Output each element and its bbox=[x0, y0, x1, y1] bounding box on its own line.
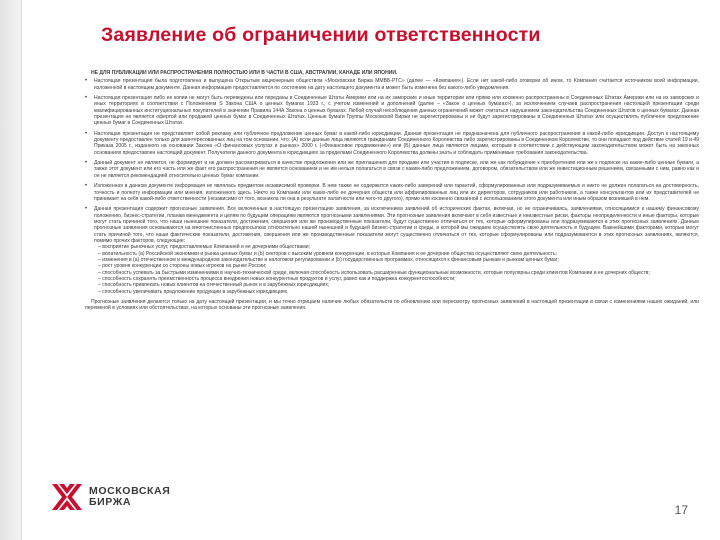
exchange-emblem-icon bbox=[52, 484, 82, 510]
risk-factor-item: – изменения в (а) отечественном и международном законодательстве и налоговом регулировании и (b) государственных программах, относящихся к финансовым рынкам и рынкам ценных бумаг; bbox=[98, 256, 560, 263]
logo-line-2: БИРЖА bbox=[89, 496, 132, 508]
disclaimer-paragraph: • Данный документ не является, не формирует и не должен рассматриваться в качестве предложения или же приглашения для продажи или участия в подписке, или же как побуждение к приобретению или же к подписке на какие-либо ценные бумаги, а также этот документ или его часть или же факт его распространения не является основанием и не им нельзя полагаться в связи с каким-либо предложением, договором, обязательством или же инвестиционным решением, связанными с ним, равно как и он не является рекомендацией относительно ценных бумаг компании. bbox=[85, 160, 699, 179]
disclaimer-body bbox=[85, 70, 699, 470]
logo-wordmark bbox=[89, 486, 170, 509]
disclaimer-paragraph: • Настоящая презентация либо ее копии не могут быть переведены или переданы в Соединенные Штаты Америки или на их заморские и иные территории или прямо или косвенно распространены в Соединенных Штатах Америки или на их заморских и иных территориях в соответствии с Положением S Закона США о ценных бумагах 1933 г., с учетом изменений и дополнений (далее – «Закон о ценных бумагах»), за исключением случаев распространения настоящей презентации среди квалифицированных институциональных покупателей в значении Правила 144А Закона о ценных бумагах. Любой случай несоблюдения данных ограничений может считаться нарушением законодательства Соединенных Штатов о ценных бумагах. Данная презентация не является офертой или продажей ценных бумаг в Соединенных Штатах. Ценные бумаги Группы Московской Биржи не зарегистрированы и не будут зарегистрированы в Соединенных Штатах или осуществлять публичное предложение ценных бумаг в Соединенных Штатах. bbox=[85, 95, 699, 127]
distribution-notice: НЕ ДЛЯ ПУБЛИКАЦИИ ИЛИ РАСПРОСТРАНЕНИЯ ПОЛНОСТЬЮ ИЛИ В ЧАСТИ В США, АВСТРАЛИИ, КАНАДЕ ИЛИ ЯПОНИИ. bbox=[91, 70, 398, 76]
risk-factor-item: – восприятие рыночных услуг, предоставляемых Компанией и ее дочерними обществами; bbox=[98, 244, 310, 251]
moscow-exchange-logo bbox=[52, 484, 170, 510]
left-decorative-band bbox=[0, 0, 21, 540]
risk-factor-item: – рост уровня конкуренции со стороны новых игроков на рынке России; bbox=[98, 263, 267, 270]
forward-looking-statements bbox=[85, 206, 699, 295]
left-band-divider bbox=[21, 0, 22, 540]
risk-factor-item: – способность привлекать новых клиентов на отечественный рынок и в зарубежных юрисдикциях; bbox=[98, 282, 330, 289]
disclaimer-paragraph: Данная презентация содержит прогнозные заявления. Все включенные в настоящую презентацию заявления, за исключением заявлений об исторических фактах, включая, но не ограничиваясь, заявлениями, относящимися к нашему финансовому положению, бизнес-стратегии, планам менеджмента и целям по будущим операциям являются прогнозными заявлениями. Эти прогнозные заявления включают в себя известные и неизвестные риски, факторы неопределенности и иные факторы, которые могут стать причиной того, что наши нынешние показатели, достижения, свершения или же производственные показатели, будут существенно отличаться от тех, которые сформулированы или подразумеваются в этих прогнозных заявлениях. Данные прогнозные заявления основываются на многочисленных предпосылках относительно нашей нынешней и будущей бизнес-стратегии и среды, в которой мы ожидаем осуществлять свою деятельность в будущем. Важнейшими факторами, которые могут стать причиной того, что наши фактические показатели, достижения, свершения или же производственные показатели могут существенно отличаться от тех, которые сформулированы или подразумеваются в этих прогнозных заявлениях, являются, помимо прочих факторов, следующие: bbox=[94, 206, 699, 244]
page-number: 17 bbox=[674, 503, 688, 517]
disclaimer-paragraph: • Настоящая презентация была подготовлена и выпущена Открытым акционерным обществом «Московская Биржа ММВБ-РТС» (далее — «Компания»). Если нет какой-либо оговорки об ином, то Компания считается источником всей информации, изложенной в настоящем документе. Данная информация предоставляется по состоянию на дату настоящего документа и может быть изменена без какого-либо уведомления. bbox=[85, 78, 699, 91]
closing-paragraph: Прогнозные заявления делаются только на дату настоящей презентации, и мы точно отрицаем наличие любых обязательств по обновлению или пересмотру прогнозных заявлений в настоящей презентации в связи с изменениями наших ожиданий, или переменой в условиях или обстоятельствах, на которых основаны эти прогнозные заявления. bbox=[85, 299, 699, 312]
slide-title: Заявление об ограничении ответственности bbox=[101, 24, 541, 46]
risk-factor-item: – волатильность (а) Российской экономики и рынка ценных бумаг и (b) секторов с высоким уровнем конкуренции, в которых Компания и ее дочерние общества осуществляют свою деятельность; bbox=[98, 250, 557, 257]
logo-line-1: МОСКОВСКАЯ bbox=[89, 484, 171, 497]
risk-factor-item: – способность увеличивать предложение продукции в зарубежных юрисдикциях. bbox=[98, 288, 289, 295]
disclaimer-bullet-list bbox=[85, 78, 699, 295]
disclaimer-paragraph: • Изложенная в данном документе информация не являлась предметом независимой проверки. В нем также не содержится каких-либо заверений или гарантий, сформулированных или подразумеваемых и никто не должен полагаться на достоверность, точность и полноту информации или мнения, изложенного здесь. Никто из Компании или каких-либо ее дочерних обществ или аффилированных лиц или их директоров, сотрудников или работников, а также консультантов или их представителей не принимает на себя какой-либо ответственности (независимо от того, возникла ли она в результате халатности или чего-то другого), прямо или косвенно связанной с использованием этого документа или иным образом возникшей в нем. bbox=[85, 183, 699, 202]
disclaimer-paragraph: • Настоящая презентация не представляет собой рекламу или публичное предложение ценных бумаг в какой-либо юрисдикции. Данная презентация не предназначена для публичного распространения в какой-либо юрисдикции. Доступ к настоящему документу предоставлен только для заинтересованных лиц на том основании, что: (А) если данные лица являются гражданами Соединенного Королевства либо зарегистрированы в Соединенном Королевстве, то они попадают под действие статей 19 и 49 Приказа 2005 г., изданного на основании Закона «О финансовых услугах и рынках» 2000 г. («Финансовое продвижение») или (Б) данные лица являются лицами, которым в соответствии с действующим законодательством может быть на законных основаниях предоставлен настоящий документ. Получатели данного документа в юрисдикциях за пределами Соединенного Королевства должны знать и соблюдать применимые требования законодательства. bbox=[85, 131, 699, 156]
risk-factor-item: – способность сохранять преемственность процесса внедрения новых конкурентных продуктов и услуг, равно как и поддержка конкурентоспособности; bbox=[98, 275, 456, 282]
risk-factor-item: – способность успевать за быстрыми изменениями в научно-технической среде, включая способность использовать расширенные функциональные возможности, которые популярны среди клиентов Компании и ее дочерних обществ; bbox=[98, 269, 650, 276]
risk-factor-list bbox=[94, 244, 699, 295]
